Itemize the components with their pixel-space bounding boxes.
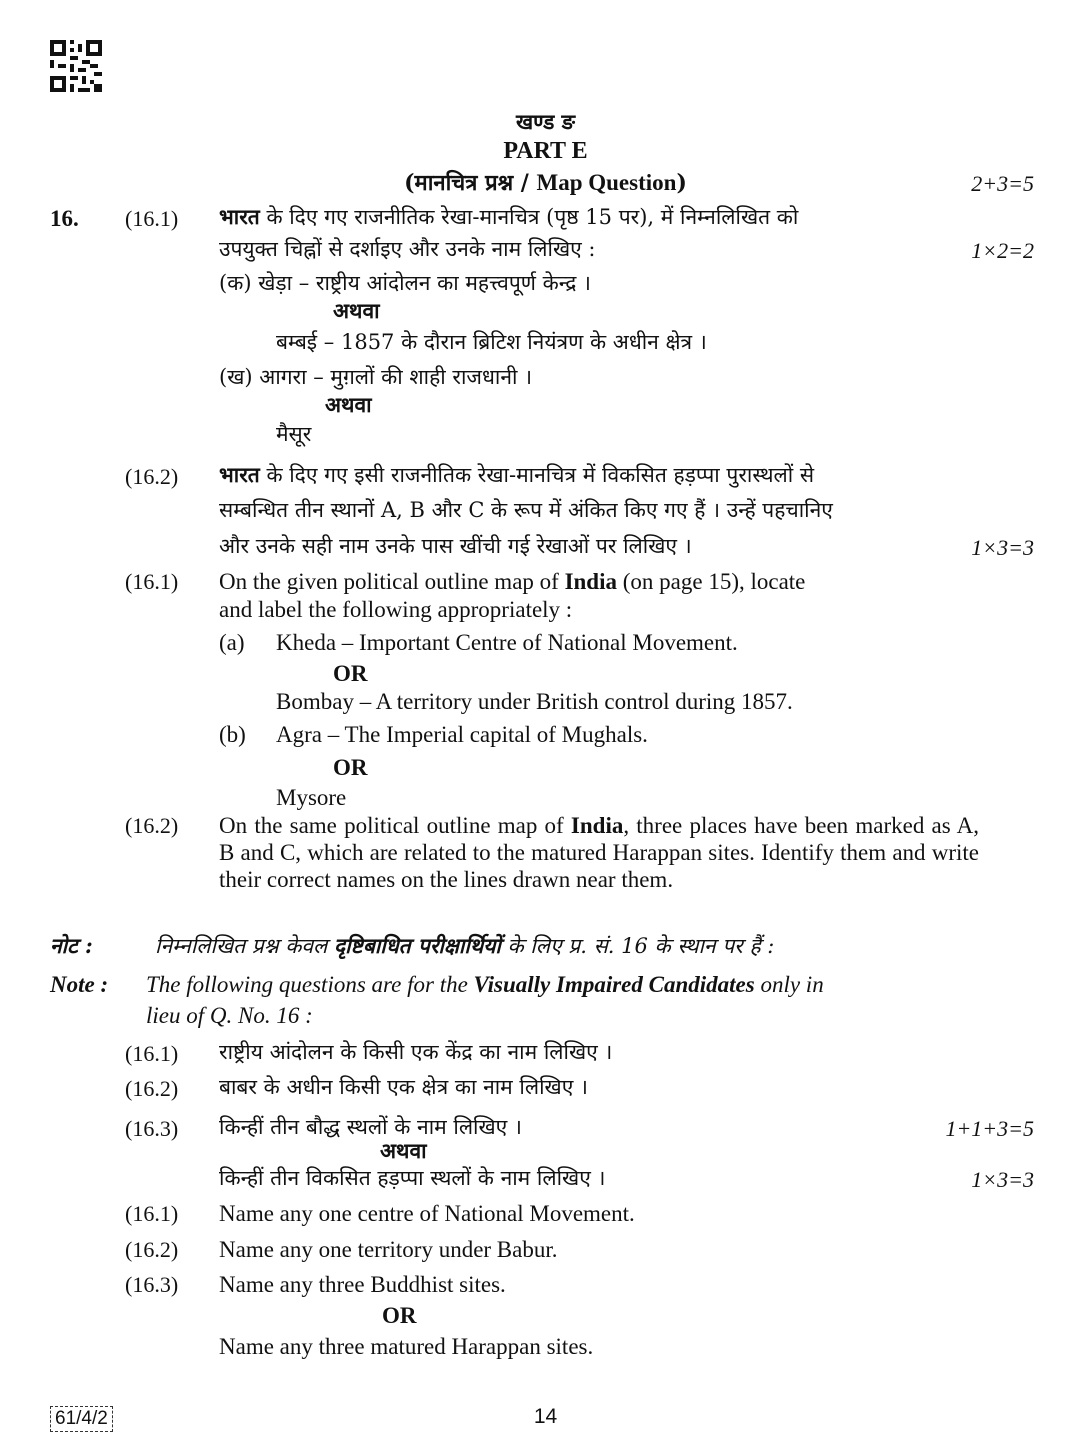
qr-code-icon bbox=[50, 40, 102, 92]
section-heading-hindi: खण्ड ङ bbox=[515, 109, 576, 134]
vi-en-q1-label: (16.1) bbox=[125, 1201, 179, 1226]
vi-en-q3-label: (16.3) bbox=[125, 1272, 179, 1297]
vi-hi-q2: बाबर के अधीन किसी एक क्षेत्र का नाम लिखिए । bbox=[219, 1075, 588, 1099]
or-separator: OR bbox=[382, 1303, 417, 1328]
vi-en-q1: Name any one centre of National Movement. bbox=[219, 1201, 635, 1226]
vi-en-q2: Name any one territory under Babur. bbox=[219, 1237, 558, 1262]
note-hi-label: नोट : bbox=[50, 933, 93, 958]
q16-1-en-label: (16.1) bbox=[125, 569, 179, 594]
vi-en-q2-label: (16.2) bbox=[125, 1237, 179, 1262]
q16-1-hi-option-b: (ख) आगरा – मुग़लों की शाही राजधानी । bbox=[219, 365, 533, 389]
q16-1-hi-label: (16.1) bbox=[125, 206, 179, 231]
q16-1-en-option-b: Agra – The Imperial capital of Mughals. bbox=[276, 722, 648, 747]
or-separator: OR bbox=[333, 755, 368, 780]
q16-1-hi-line2: उपयुक्त चिह्नों से दर्शाइए और उनके नाम लिखिए : bbox=[219, 237, 596, 261]
q16-1-hi-line1: भारत के दिए गए राजनीतिक रेखा-मानचित्र (पृष्ठ 15 पर), में निम्नलिखित को bbox=[219, 204, 799, 229]
q16-1-en-option-b-alt: Mysore bbox=[276, 785, 347, 810]
vi-hi-q1-label: (16.1) bbox=[125, 1041, 179, 1066]
q16-2-hi-marks: 1×3=3 bbox=[971, 535, 1034, 560]
q16-2-en-paragraph: On the same political outline map of India, three places have been marked as A, B and C, which are related to the matured Harappan sites. Identify them and write their correct names on the lines drawn near them. bbox=[219, 813, 979, 892]
q16-2-en-label: (16.2) bbox=[125, 813, 179, 838]
q16-1-hi-marks: 1×2=2 bbox=[971, 238, 1034, 263]
vi-hi-q1: राष्ट्रीय आंदोलन के किसी एक केंद्र का नाम लिखिए । bbox=[219, 1040, 613, 1064]
q16-2-hi-line2: सम्बन्धित तीन स्थानों A, B और C के रूप में अंकित किए गए हैं । उन्हें पहचानिए bbox=[219, 498, 833, 522]
note-en-label: Note : bbox=[50, 972, 109, 997]
vi-en-q3: Name any three Buddhist sites. bbox=[219, 1272, 506, 1297]
paper-code: 61/4/2 bbox=[50, 1406, 113, 1432]
note-en-line1: The following questions are for the Visually Impaired Candidates only in bbox=[146, 972, 824, 997]
q16-1-hi-option-a: (क) खेड़ा – राष्ट्रीय आंदोलन का महत्त्वपूर्ण केन्द्र । bbox=[219, 271, 592, 295]
q16-2-hi-line3: और उनके सही नाम उनके पास खींची गई रेखाओं पर लिखिए । bbox=[219, 534, 692, 558]
q16-1-en-option-a-alt: Bombay – A territory under British control during 1857. bbox=[276, 689, 793, 714]
vi-hi-q3-alt: किन्हीं तीन विकसित हड़प्पा स्थलों के नाम लिखिए । bbox=[219, 1166, 606, 1190]
question-number: 16. bbox=[50, 206, 79, 231]
or-separator: अथवा bbox=[325, 392, 372, 417]
section-subtitle: (मानचित्र प्रश्न / Map Question) bbox=[404, 170, 687, 196]
vi-hi-q3: किन्हीं तीन बौद्ध स्थलों के नाम लिखिए । bbox=[219, 1115, 522, 1139]
q16-1-en-a-label: (a) bbox=[219, 630, 245, 655]
q16-2-hi-label: (16.2) bbox=[125, 464, 179, 489]
q16-1-hi-option-a-alt: बम्बई – 1857 के दौरान ब्रिटिश नियंत्रण के अधीन क्षेत्र । bbox=[276, 330, 707, 354]
q16-1-en-option-a: Kheda – Important Centre of National Movement. bbox=[276, 630, 738, 655]
section-marks: 2+3=5 bbox=[971, 171, 1034, 196]
vi-hi-q3-label: (16.3) bbox=[125, 1116, 179, 1141]
q16-1-hi-option-b-alt: मैसूर bbox=[276, 422, 312, 446]
vi-en-q3-alt: Name any three matured Harappan sites. bbox=[219, 1334, 594, 1359]
page-number: 14 bbox=[533, 1405, 558, 1428]
note-en-line2: lieu of Q. No. 16 : bbox=[146, 1003, 313, 1028]
q16-1-en-line2: and label the following appropriately : bbox=[219, 597, 573, 622]
note-hi-text: निम्नलिखित प्रश्न केवल दृष्टिबाधित परीक्षार्थियों के लिए प्र. सं. 16 के स्थान पर हैं : bbox=[155, 933, 775, 958]
vi-hi-q3-marks: 1+1+3=5 bbox=[945, 1116, 1034, 1141]
or-separator: अथवा bbox=[333, 298, 380, 323]
section-heading-english: PART E bbox=[503, 138, 588, 164]
or-separator: अथवा bbox=[380, 1138, 427, 1163]
q16-1-en-line1: On the given political outline map of India (on page 15), locate bbox=[219, 569, 806, 594]
vi-hi-q3-alt-marks: 1×3=3 bbox=[971, 1167, 1034, 1192]
or-separator: OR bbox=[333, 661, 368, 686]
vi-hi-q2-label: (16.2) bbox=[125, 1076, 179, 1101]
q16-2-hi-line1: भारत के दिए गए इसी राजनीतिक रेखा-मानचित्र में विकसित हड़प्पा पुरास्थलों से bbox=[219, 462, 815, 487]
q16-1-en-b-label: (b) bbox=[219, 722, 246, 747]
